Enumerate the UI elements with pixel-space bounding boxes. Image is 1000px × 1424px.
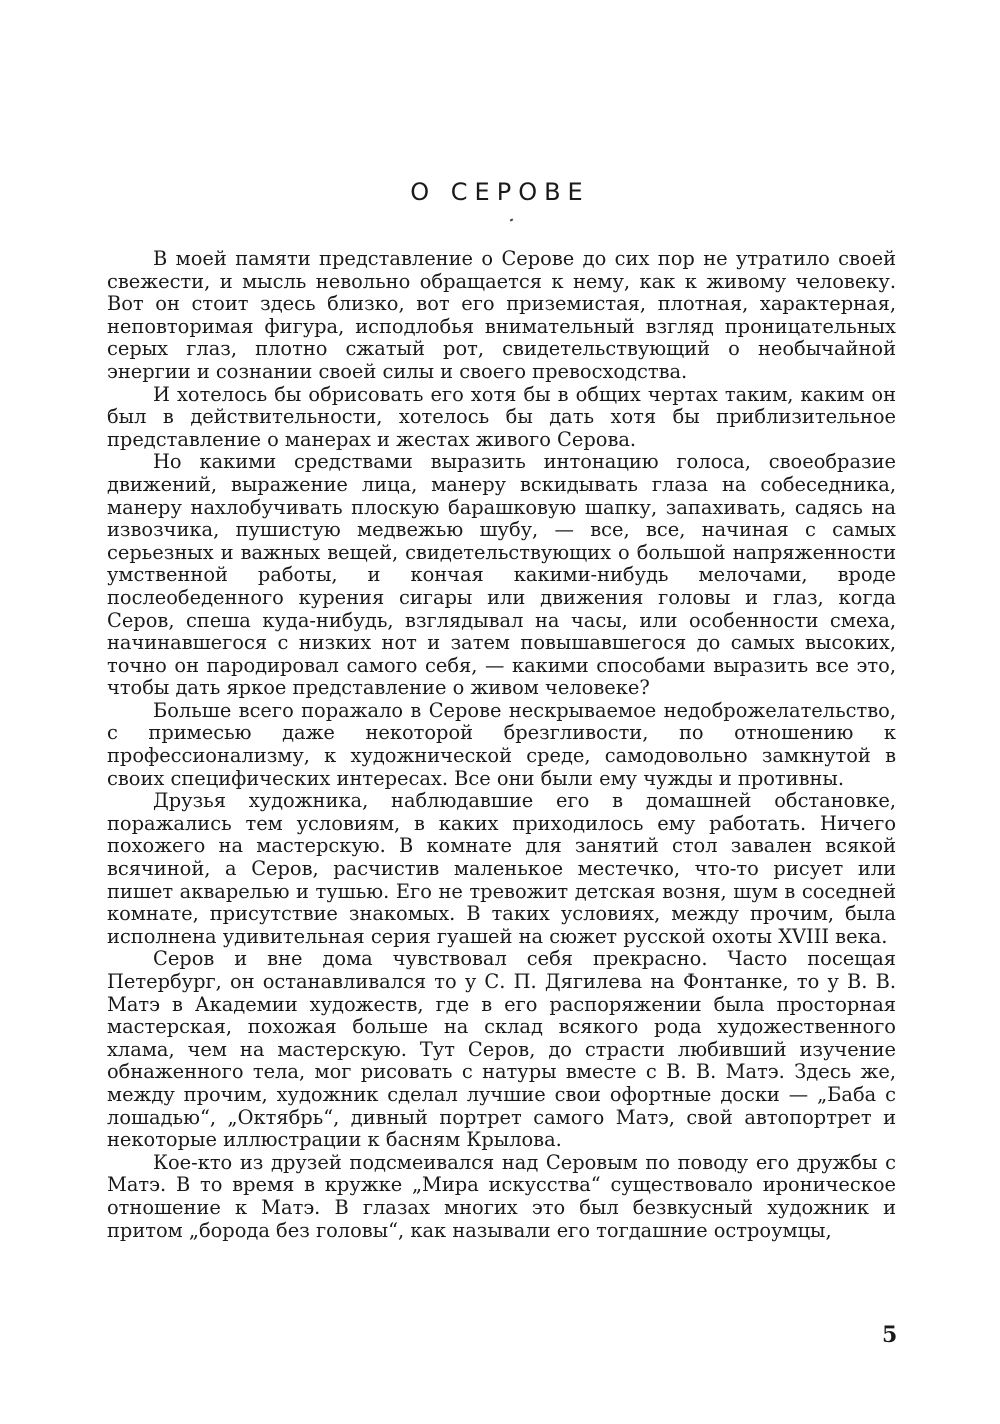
body-text	[107, 248, 896, 1242]
paragraph: Но какими средствами выразить интонацию голоса, своеобразие движений, выражение лица, манеру вскидывать глаза на собеседника, манеру нахлобучивать плоскую барашковую шапку, запахивать, садясь на извозчика, пушистую медвежью шубу, — все, все, начиная с самых серьезных и важных вещей, свидетельствующих о большой напряженности умственной работы, и кончая какими-нибудь мелочами, вроде послеобеденного курения сигары или движения головы и глаз, когда Серов, спеша куда-нибудь, взглядывал на часы, или особенности смеха, начинавшегося с низких нот и затем повышавшегося до самых высоких, точно он пародировал самого себя, — какими способами выразить все это, чтобы дать яркое представление о живом человеке?	[107, 450, 896, 700]
page-number: 5	[882, 1322, 898, 1348]
paragraph: Серов и вне дома чувствовал себя прекрасно. Часто посещая Петербург, он останавливался то у С. П. Дягилева на Фонтанке, то у В. В. Матэ в Академии художеств, где в его распоряжении была просторная мастерская, похожая больше на склад всякого рода художественного хлама, чем на мастерскую. Тут Серов, до страсти любивший изучение обнаженного тела, мог рисовать с натуры вместе с В. В. Матэ. Здесь же, между прочим, художник сделал лучшие свои офортные доски — „Баба с лошадью“, „Октябрь“, дивный портрет самого Матэ, свой автопортрет и некоторые иллюстрации к басням Крылова.	[107, 947, 896, 1152]
print-speck	[510, 218, 514, 221]
paragraph: Больше всего поражало в Серове нескрываемое недоброжелательство, с примесью даже некоторой брезгливости, по отношению к профессионализму, к художнической среде, самодовольно замкнутой в своих специфических интересах. Все они были ему чужды и противны.	[107, 698, 896, 790]
paragraph: И хотелось бы обрисовать его хотя бы в общих чертах таким, каким он был в действительности, хотелось бы дать хотя бы приблизительное представление о манерах и жестах живого Серова.	[107, 382, 896, 451]
paragraph: В моей памяти представление о Серове до сих пор не утратило своей свежести, и мысль невольно обращается к нему, как к живому человеку. Вот он стоит здесь близко, вот его приземистая, плотная, характерная, неповторимая фигура, исподлобья внимательный взгляд проницательных серых глаз, плотно сжатый рот, свидетельствующий о необычайной энергии и сознании своей силы и своего превосходства.	[107, 247, 896, 383]
paragraph: Друзья художника, наблюдавшие его в домашней обстановке, поражались тем условиям, в каких приходилось ему работать. Ничего похожего на мастерскую. В комнате для занятий стол завален всякой всячиной, а Серов, расчистив маленькое местечко, что-то рисует или пишет акварелью и тушью. Его не тревожит детская возня, шум в соседней комнате, присутствие знакомых. В таких условиях, между прочим, была исполнена удивительная серия гуашей на сюжет русской охоты XVIII века.	[107, 789, 896, 948]
chapter-title: О СЕРОВЕ	[410, 178, 590, 206]
paragraph: Кое-кто из друзей подсмеивался над Серовым по поводу его дружбы с Матэ. В то время в кружке „Мира искусства“ существовало ироническое отношение к Матэ. В глазах многих это был безвкусный художник и притом „борода без головы“, как называли его тогдашние остроумцы,	[107, 1150, 896, 1242]
